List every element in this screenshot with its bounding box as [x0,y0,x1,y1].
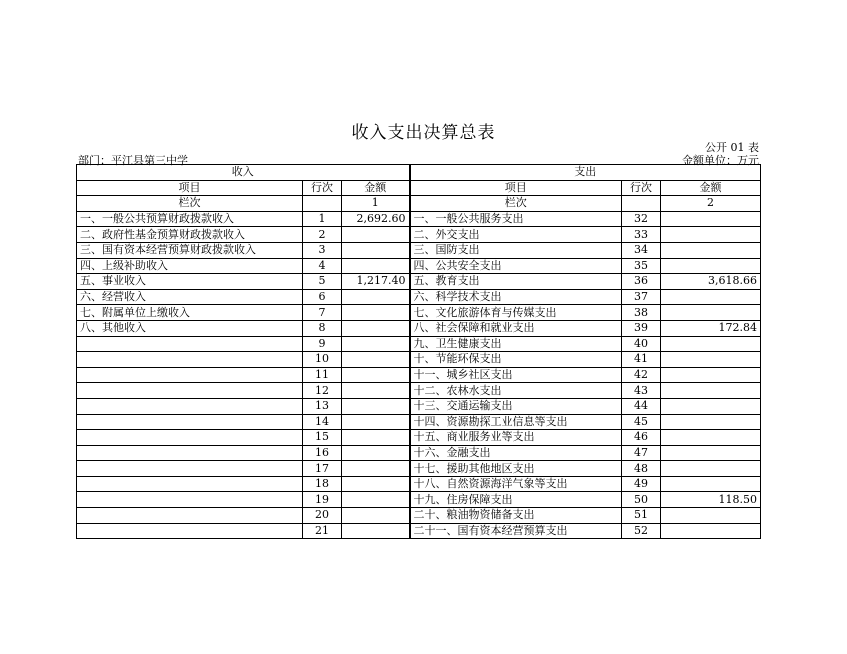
income-col-index: 1 [342,196,410,212]
income-line-no: 5 [303,274,342,290]
expense-amount [661,242,761,258]
expense-line-no: 35 [622,258,661,274]
income-line-no: 21 [303,523,342,539]
expense-item: 三、国防支出 [410,242,622,258]
expense-item: 十五、商业服务业等支出 [410,430,622,446]
income-section-header: 收入 [77,165,410,181]
income-item [77,383,303,399]
income-column-label: 栏次 [77,196,303,212]
income-amount [342,367,410,383]
expense-line-no: 43 [622,383,661,399]
income-item [77,476,303,492]
table-row [77,242,761,258]
expense-line-header: 行次 [622,180,661,196]
empty-cell [303,196,342,212]
table-row [77,398,761,414]
table-row [77,476,761,492]
expense-amount [661,352,761,368]
income-item [77,414,303,430]
expense-amount-header: 金额 [661,180,761,196]
page-title: 收入支出决算总表 [351,123,496,143]
income-line-no: 17 [303,461,342,477]
income-item [77,445,303,461]
expense-item: 十六、金融支出 [410,445,622,461]
expense-line-no: 49 [622,476,661,492]
expense-line-no: 44 [622,398,661,414]
expense-item: 一、一般公共服务支出 [410,211,622,227]
income-line-no: 20 [303,508,342,524]
expense-line-no: 41 [622,352,661,368]
income-expense-table [76,164,761,539]
income-line-no: 4 [303,258,342,274]
income-item [77,398,303,414]
income-line-no: 11 [303,367,342,383]
expense-item: 二十、粮油物资储备支出 [410,508,622,524]
expense-amount: 3,618.66 [661,274,761,290]
income-amount [342,398,410,414]
expense-line-no: 33 [622,227,661,243]
expense-item: 二十一、国有资本经营预算支出 [410,523,622,539]
income-item [77,523,303,539]
expense-item: 十七、援助其他地区支出 [410,461,622,477]
expense-line-no: 52 [622,523,661,539]
expense-item: 五、教育支出 [410,274,622,290]
expense-amount: 172.84 [661,320,761,336]
table-row [77,461,761,477]
table-row [77,367,761,383]
expense-item: 十一、城乡社区支出 [410,367,622,383]
column-index-row [77,196,761,212]
income-amount [342,289,410,305]
expense-item: 十九、住房保障支出 [410,492,622,508]
expense-line-no: 47 [622,445,661,461]
table-row [77,289,761,305]
income-line-no: 16 [303,445,342,461]
expense-amount [661,383,761,399]
income-amount [342,258,410,274]
expense-amount [661,258,761,274]
income-line-no: 14 [303,414,342,430]
table-row [77,523,761,539]
expense-item: 十、节能环保支出 [410,352,622,368]
table-row [77,258,761,274]
income-item: 七、附属单位上缴收入 [77,305,303,321]
income-line-no: 10 [303,352,342,368]
expense-item: 十三、交通运输支出 [410,398,622,414]
income-item [77,508,303,524]
expense-amount [661,289,761,305]
income-line-no: 13 [303,398,342,414]
expense-section-header: 支出 [410,165,761,181]
expense-column-label: 栏次 [410,196,622,212]
expense-item: 四、公共安全支出 [410,258,622,274]
income-item [77,336,303,352]
income-item [77,352,303,368]
table-row [77,414,761,430]
income-item: 四、上级补助收入 [77,258,303,274]
expense-item: 二、外交支出 [410,227,622,243]
expense-amount [661,305,761,321]
income-line-no: 8 [303,320,342,336]
expense-col-index: 2 [661,196,761,212]
income-item [77,367,303,383]
income-item [77,461,303,477]
income-amount: 2,692.60 [342,211,410,227]
expense-amount [661,445,761,461]
expense-line-no: 37 [622,289,661,305]
income-line-no: 12 [303,383,342,399]
income-line-no: 3 [303,242,342,258]
table-row [77,430,761,446]
income-line-no: 1 [303,211,342,227]
expense-item: 七、文化旅游体育与传媒支出 [410,305,622,321]
expense-line-no: 40 [622,336,661,352]
income-amount [342,508,410,524]
expense-line-no: 50 [622,492,661,508]
expense-amount [661,430,761,446]
table-row [77,320,761,336]
income-line-no: 2 [303,227,342,243]
income-amount-header: 金额 [342,180,410,196]
income-amount [342,461,410,477]
department-label: 部门：平江县第三中学 [78,154,188,167]
expense-line-no: 46 [622,430,661,446]
expense-line-no: 42 [622,367,661,383]
expense-item-header: 项目 [410,180,622,196]
table-row [77,445,761,461]
expense-amount [661,398,761,414]
expense-item: 十八、自然资源海洋气象等支出 [410,476,622,492]
income-line-no: 7 [303,305,342,321]
income-line-no: 6 [303,289,342,305]
income-line-no: 18 [303,476,342,492]
income-item [77,430,303,446]
expense-amount [661,211,761,227]
expense-item: 八、社会保障和就业支出 [410,320,622,336]
expense-line-no: 34 [622,242,661,258]
income-item: 六、经营收入 [77,289,303,305]
income-amount [342,383,410,399]
expense-line-no: 51 [622,508,661,524]
column-header-row [77,180,761,196]
expense-line-no: 32 [622,211,661,227]
expense-line-no: 48 [622,461,661,477]
income-amount [342,492,410,508]
income-amount [342,430,410,446]
income-line-no: 15 [303,430,342,446]
income-item: 三、国有资本经营预算财政拨款收入 [77,242,303,258]
income-amount [342,523,410,539]
expense-item: 六、科学技术支出 [410,289,622,305]
income-amount [342,320,410,336]
table-row [77,383,761,399]
expense-amount [661,461,761,477]
expense-line-no: 45 [622,414,661,430]
income-item-header: 项目 [77,180,303,196]
income-line-no: 9 [303,336,342,352]
expense-item: 九、卫生健康支出 [410,336,622,352]
expense-amount [661,336,761,352]
income-amount: 1,217.40 [342,274,410,290]
income-item: 一、一般公共预算财政拨款收入 [77,211,303,227]
income-amount [342,227,410,243]
form-number: 公开 01 表 [705,141,759,154]
income-amount [342,305,410,321]
expense-item: 十二、农林水支出 [410,383,622,399]
table-row [77,305,761,321]
expense-amount [661,414,761,430]
income-item: 五、事业收入 [77,274,303,290]
income-amount [342,352,410,368]
table-row [77,508,761,524]
table-row [77,211,761,227]
table-row [77,336,761,352]
income-item: 八、其他收入 [77,320,303,336]
income-line-header: 行次 [303,180,342,196]
table-row [77,274,761,290]
table-row [77,352,761,368]
income-amount [342,242,410,258]
income-amount [342,336,410,352]
expense-line-no: 39 [622,320,661,336]
income-amount [342,445,410,461]
amount-unit-label: 金额单位：万元 [682,154,759,167]
expense-amount [661,476,761,492]
expense-amount [661,227,761,243]
income-item [77,492,303,508]
section-header-row [77,165,761,181]
expense-line-no: 36 [622,274,661,290]
expense-amount [661,508,761,524]
income-line-no: 19 [303,492,342,508]
expense-line-no: 38 [622,305,661,321]
expense-item: 十四、资源勘探工业信息等支出 [410,414,622,430]
table-row [77,227,761,243]
income-amount [342,476,410,492]
empty-cell [622,196,661,212]
income-amount [342,414,410,430]
income-item: 二、政府性基金预算财政拨款收入 [77,227,303,243]
expense-amount [661,523,761,539]
expense-amount [661,367,761,383]
table-row [77,492,761,508]
expense-amount: 118.50 [661,492,761,508]
